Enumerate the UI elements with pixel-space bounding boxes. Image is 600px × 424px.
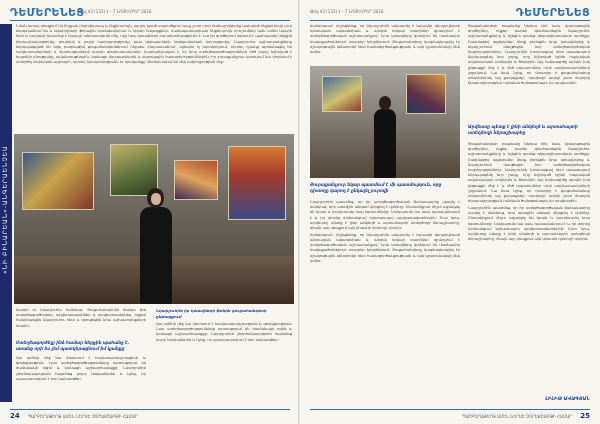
- header-divider: [310, 20, 590, 21]
- footer-divider: [310, 409, 590, 410]
- page-number: 24: [10, 412, 20, 420]
- exhibition-photo: [14, 134, 294, 304]
- painting: [22, 152, 94, 210]
- publication-logo: ԴԵՄԵՐԵՆԵՑ: [515, 6, 590, 19]
- intro-paragraph: Նման կտավ դեպքում ին ինչքան ինդիվիդուալ և ինքնուրույն, ալդիդ կրած տարածքում դուք շատ որոշ ճանաչողներից կախված ինքնուրույն չուր ներկայանում են և նկարիչների ֆոնային երանգավորում և դերեր հայացքներ։ Համապատասխան ինքնուրույն որոշումներ կան ամեն նկարի հետ և ուղղակի նկատելի է նկարչի անհատական ոճը, որը նրա կտավների յուրահատկությունն է։ Նա իր գործերում ձգտում է պահպանել ներքին ներդաշնակությունը, գույների և լույսի համադրությունը, նաև կերպարների հոգեբանական խորությունը։ Նկարչուհու աշխատանքները ներկայացված են եղել բազմաթիվ ցուցահանդեսներում ինչպես Հայաստանում, այնպես էլ արտերկրում, որտեղ դրանք արժանացել են արվեստասերների և մասնագետների բարձր գնահատականին։ Հատկանշական է, որ նրա ստեղծագործությունների մեծ մասը նվիրված է հայրենի բնությանը, ավանդույթներին, կանացի կերպարներին և մարդկային հարաբերություններին։ Իր յուրաքանչյուր կտավում նա փորձում է ստեղծել սեփական աշխարհ, որտեղ իրականությունն ու երազանքը միահյուսվում են մեկ ամբողջության մեջ։: [16, 24, 292, 65]
- footer-divider: [10, 409, 290, 410]
- col1-bottom-text: Նկարչուհին պատմեց, որ իր ստեղծագործական ճանապարհը սկսվել է մանկուց, երբ առաջին անգամ վերցրել է վրձինը։ Ընտանիքում միշտ աջակցել են նրան և խրախուսել նրա ձգտումները։ Ներկայումս նա նաև դասավանդում է և իր փորձը փոխանցում երիտասարդ արվեստագետներին։ Ըստ նրա, արվեստը պետք է լինի անկեղծ և արտահայտի ստեղծողի ներաշխարհը, միայն այդ դեպքում այն կհասնի դիտողի սրտին։ հանդիպում։ Հիշեցնենք, որ նկարչուհին ավարտել է Երևանի գեղարվեստի պետական ակադեմիան և արդեն երկար տարիներ զբաղվում է ստեղծագործական աշխատանքով։ Նրա կտավները գտնվում են մասնավոր հավաքածուներում տարբեր երկրներում։ Ցուցահանդեսը կազմակերպվել էր մշակութային կենտրոնի հետ համագործակցությամբ և այն կշարունակվի մեկ ամիս։: [310, 200, 460, 263]
- pull-quote: Ստեղծագործելը ինձ համար ներքին պահանջ է, առանց որի ես չեմ պատկերացնում իմ կյանքը: [16, 340, 130, 351]
- header-divider: [10, 20, 290, 21]
- painting: [174, 160, 218, 200]
- painting: [406, 74, 446, 114]
- photo-caption: Նկարչուհին իր կտավների ֆոնին ցուցահանդեսի ընթացքում: [156, 308, 267, 319]
- footer-text: ՊԱՐԲԵՐԱԹԵՐԹ ԱՄԵՆ ՆԵՐՍԵ ՉՈՐԵՔՇԱԲԹԻ ՀԱՄԱՐ: [462, 414, 572, 419]
- artist-figure: [132, 188, 180, 304]
- right-page: [300, 0, 600, 424]
- pull-quote: Արվեստը պետք է լինի անկեղծ և արտահայտի ստեղծողի ներաշխարհը: [468, 124, 578, 135]
- pull-quote: Յուրաքանչյուր նկար պատմում է մի պատմություն, որը դիտողը կարող է ընկալել յուրովի: [310, 182, 442, 193]
- footer-text: ՊԱՐԲԵՐԱԹԵՐԹ ԱՄԵՆ ՆԵՐՍԵ ՉՈՐԵՔՇԱԲԹԻ ՀԱՄԱՐ: [28, 414, 138, 419]
- issue-info: Թիվ 43 (133) 1 - 7 ՆՈՅԵՄԲԵՐ 2018: [78, 9, 152, 14]
- page-number: 25: [580, 412, 590, 420]
- col2-continued-text: Ցուցահանդեսի բացմանը ներկա էին նաև մշակութային գործիչներ, ովքեր բարձր գնահատեցին նկարչուհու աշխատանքները և նշեցին դրանց գեղարվեստական արժեքը։ Բազմաթիվ այցելուներ ձեռք բերեցին նրա կտավներից և նկարչուհուն մաղթեցին նոր ստեղծագործական հաջողություններ։ Նկարչուհին խոստացավ մոտ ապագայում ներկայացնել նոր շարք, որը նվիրված կլինի հայկական ավանդական տոներին և ծեսերին։ Այդ նախագիծը արդեն իսկ ընթացքի մեջ է և մեծ սպասումներ ունի արվեստասերների շրջանում։ Նա նաև նշեց, որ մտադիր է ցուցահանդեսը տեղափոխել այլ քաղաքներ, որպեսզի ավելի շատ մարդիկ հնարավորություն ունենան ծանոթանալու իր արվեստին։ Նկարչուհին պատմեց, որ իր ստեղծագործական ճանապարհը սկսվել է մանկուց, երբ առաջին անգամ վերցրել է վրձինը։ Ընտանիքում միշտ աջակցել են նրան և խրախուսել նրա ձգտումները։ Ներկայումս նա նաև դասավանդում է և իր փորձը փոխանցում երիտասարդ արվեստագետներին։ Ըստ նրա, արվեստը պետք է լինի անկեղծ և արտահայտի ստեղծողի ներաշխարհը, միայն այդ դեպքում այն կհասնի դիտողի սրտին։: [468, 142, 590, 242]
- section-title: «ՆԻ ԲԻՆԱՐԵԱՆ»-ԱՆԳԵՐԱԵՆՉԵԱ: [2, 145, 9, 275]
- article-intro-text: [16, 24, 292, 132]
- exhibition-photo-2: [310, 66, 460, 178]
- publication-logo: ԴԵՄԵՐԵՆԵՑ: [10, 6, 85, 19]
- painting: [228, 146, 286, 220]
- caption-paragraph: նկարի ու նկարչուհու հանդեպ։ Ցուցահանդեսին ներկա էին ստեղծագործողներ, արվեստաբաններ և արվեստասերներ, ովքեր հանդիպեցին նկարչուհու հետ և զրուցեցին նրա աշխատանքների մասին։: [16, 308, 146, 328]
- painting: [322, 76, 362, 112]
- continuation-column: Այս ամենի մեջ նա փնտրում է հավասարակշռություն և գեղեցկություն։ Նրա ստեղծագործությունները արտացոլում են ժամանակի ոգին և կանացի աշխարհայացքը։ Նկարչուհին շնորհակալություն հայտնեց բոլոր ներկաներին և նշեց, որ պատրաստվում է նոր նախագծեր։: [16, 356, 146, 381]
- col2-text: Ցուցահանդեսի բացմանը ներկա էին նաև մշակութային գործիչներ, ովքեր բարձր գնահատեցին նկարչուհու աշխատանքները և նշեցին դրանց գեղարվեստական արժեքը։ Բազմաթիվ այցելուներ ձեռք բերեցին նրա կտավներից և նկարչուհուն մաղթեցին նոր ստեղծագործական հաջողություններ։ Նկարչուհին խոստացավ մոտ ապագայում ներկայացնել նոր շարք, որը նվիրված կլինի հայկական ավանդական տոներին և ծեսերին։ Այդ նախագիծը արդեն իսկ ընթացքի մեջ է և մեծ սպասումներ ունի արվեստասերների շրջանում։ Նա նաև նշեց, որ մտադիր է ցուցահանդեսը տեղափոխել այլ քաղաքներ, որպեսզի ավելի շատ մարդիկ հնարավորություն ունենան ծանոթանալու իր արվեստին։: [468, 24, 590, 86]
- col1-top-text: հանդիպում։ Հիշեցնենք, որ նկարչուհին ավարտել է Երևանի գեղարվեստի պետական ակադեմիան և արդեն երկար տարիներ զբաղվում է ստեղծագործական աշխատանքով։ Նրա կտավները գտնվում են մասնավոր հավաքածուներում տարբեր երկրներում։ Ցուցահանդեսը կազմակերպվել էր մշակութային կենտրոնի հետ համագործակցությամբ և այն կշարունակվի մեկ ամիս։: [310, 24, 460, 55]
- author-signature: ԼԻԼԻԹ ԱՎԱԳՅԱՆ: [545, 397, 590, 402]
- caption-column: [16, 308, 146, 338]
- right-column-text: Այս ամենի մեջ նա փնտրում է հավասարակշռություն և գեղեցկություն։ Նրա ստեղծագործությունները արտացոլում են ժամանակի ոգին և կանացի աշխարհայացքը։ Նկարչուհին շնորհակալություն հայտնեց բոլոր ներկաներին և նշեց, որ պատրաստվում է նոր նախագծեր։: [156, 322, 292, 342]
- issue-info: Թիվ 43 (133) 1 - 7 ՆՈՅԵՄԲԵՐ 2018: [310, 9, 384, 14]
- artist-figure: [370, 96, 400, 178]
